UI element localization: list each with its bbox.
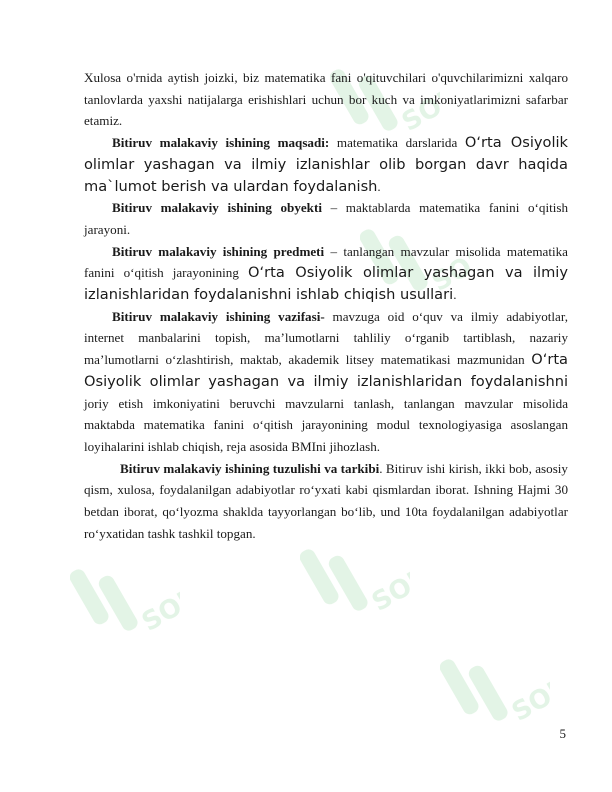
paragraph-highlight: O‘rta Osiyolik olimlar yashagan va ilmiy izlanishlar olib borgan davr haqida ma`lumot berish va ulardan foydalanish: [84, 134, 569, 195]
paragraph-tasks: [84, 306, 568, 458]
paragraph-heading: Bitiruv malakaviy ishining predmeti: [112, 243, 325, 259]
paragraph-heading: Bitiruv malakaviy ishining vazifasi-: [112, 308, 325, 324]
paragraph-text: . Bitiruv ishi kirish, ikki bob, asosiy qism, xulosa, foydalanilgan adabiyotlar ro‘yxati kabi qismlardan iborat. Ishning Hajmi 30 betdan iborat, qo‘lyozma shaklda tayyorlangan bo‘lib, und 10ta foydalanilgan adabiyotlar ro‘yxatidan tashk tashkil topgan.: [84, 460, 568, 541]
paragraph-text: matematika darslarida: [329, 135, 465, 151]
paragraph-structure: [84, 458, 568, 545]
svg-text:SOFF: SOFF: [367, 553, 410, 618]
paragraph-end: .: [377, 178, 381, 194]
paragraph-text-end: joriy etish imkoniyatini beruvchi mavzularni tanlash, tanlangan mavzular misolida maktabda matematika fanini o‘qitish jarayonining modul texnologiyasiga asoslangan loyihalarini ishlab chiqish, reja asosida BMIni jihozlash.: [84, 395, 568, 454]
svg-text:SOFF: SOFF: [397, 73, 440, 138]
paragraph-heading: Bitiruv malakaviy ishining obyekti: [112, 200, 322, 216]
svg-text:SOFF: SOFF: [427, 233, 470, 298]
document-body: [84, 67, 568, 544]
paragraph-text: – maktablarda matematika fanini o‘qitish jarayoni.: [84, 200, 568, 237]
paragraph-highlight: O‘rta Osiyolik olimlar yashagan va ilmiy izlanishlaridan foydalanishni: [84, 351, 568, 390]
svg-text:SOFF: SOFF: [507, 663, 550, 728]
paragraph-text: mavzuga oid o‘quv va ilmiy adabiyotlar, internet manbalarini topish, ma’lumotlarni tahliliy o‘rganib tartiblash, nazariy ma’lumotlarni o‘zlashtirish, maktab, akademik litsey matematikasi mazmunidan: [84, 308, 568, 368]
watermark-logo: [70, 540, 180, 670]
paragraph-goal: [84, 132, 568, 197]
paragraph-text: Xulosa o'rnida aytish joizki, biz matematika fani o'qituvchilari o'quvchilarimizni xalqaro tanlovlarda yaxshi natijalarga erishishlari uchun bor kuch va imkoniyatlarimizni safarbar etamiz.: [84, 70, 568, 129]
paragraph-subject: [84, 241, 568, 306]
paragraph-object: [84, 197, 568, 240]
paragraph-end: .: [453, 287, 457, 303]
svg-text:SOFF: SOFF: [137, 573, 180, 638]
page-number: 5: [559, 726, 566, 741]
paragraph-highlight: O‘rta Osiyolik olimlar yashagan va ilmiy izlanishlaridan foydalanishni ishlab chiqish usullari: [84, 264, 568, 304]
paragraph-heading: Bitiruv malakaviy ishining maqsadi:: [112, 135, 330, 151]
paragraph-text: – tanlangan mavzular misolida matematika fanini o‘qitish jarayonining: [84, 243, 568, 281]
paragraph-conclusion: [84, 67, 568, 132]
watermark-logo: [440, 630, 550, 760]
paragraph-heading: Bitiruv malakaviy ishining tuzulishi va tarkibi: [120, 460, 380, 476]
